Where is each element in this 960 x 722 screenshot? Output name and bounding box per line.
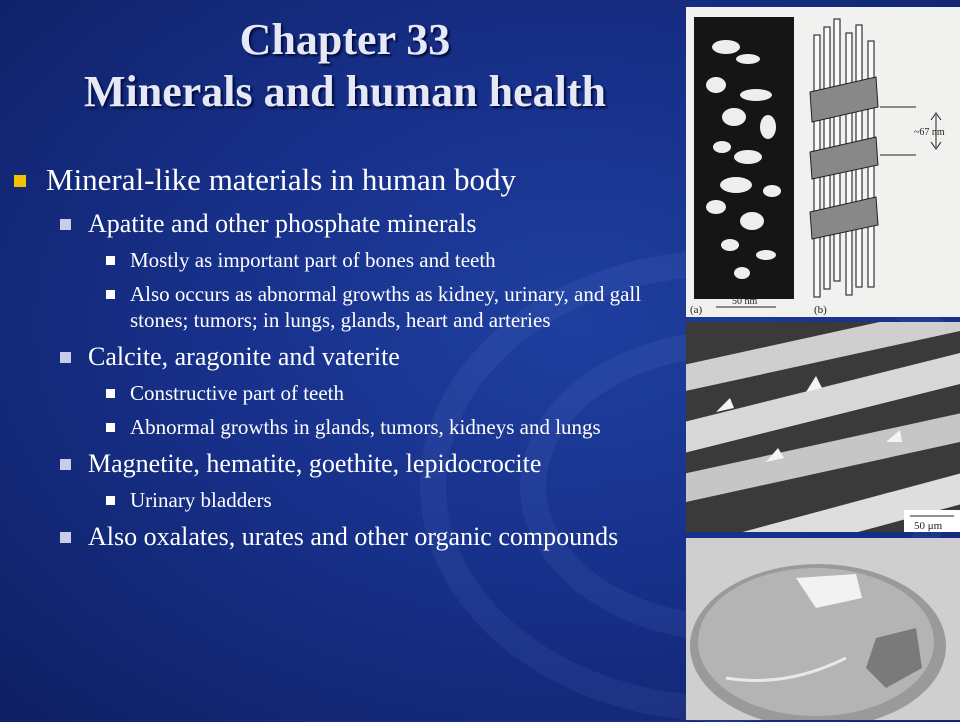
square-bullet-icon [60,459,71,470]
bullet-item: Apatite and other phosphate minerals [12,208,680,239]
bullet-list [12,162,680,560]
square-bullet-icon [106,389,115,398]
square-bullet-icon [60,532,71,543]
bullet-item: Urinary bladders [12,487,680,513]
slide-title [10,14,680,118]
collagen-micrograph-figure [686,7,960,317]
square-bullet-icon [14,175,26,187]
title-line-2: Minerals and human health [84,67,606,116]
bullet-item: Abnormal growths in glands, tumors, kidneys and lungs [12,414,680,440]
scale-50um: 50 μm [914,520,943,532]
fiber-sem-figure [686,322,960,532]
bullet-item: Calcite, aragonite and vaterite [12,341,680,372]
bullet-item: Also occurs as abnormal growths as kidney, urinary, and gall stones; tumors; in lungs, glands, heart and arteries [12,281,680,333]
square-bullet-icon [106,423,115,432]
spacing-label: ~67 nm [914,127,945,138]
fiber-sem-illustration [686,322,960,532]
bullet-item: Magnetite, hematite, goethite, lepidocrocite [12,448,680,479]
square-bullet-icon [106,496,115,505]
bullet-item: Constructive part of teeth [12,380,680,406]
label-b: (b) [814,304,827,316]
title-line-1: Chapter 33 [239,15,451,64]
stone-section-illustration [686,538,960,720]
bullet-item: Mineral-like materials in human body [12,162,680,198]
bullet-item: Mostly as important part of bones and teeth [12,247,680,273]
square-bullet-icon [106,256,115,265]
square-bullet-icon [106,290,115,299]
scale-50nm: 50 nm [732,296,758,307]
bullet-item: Also oxalates, urates and other organic compounds [12,521,680,552]
label-a: (a) [690,304,703,316]
square-bullet-icon [60,352,71,363]
collagen-figure-illustration [686,7,960,317]
square-bullet-icon [60,219,71,230]
stone-section-figure [686,538,960,720]
